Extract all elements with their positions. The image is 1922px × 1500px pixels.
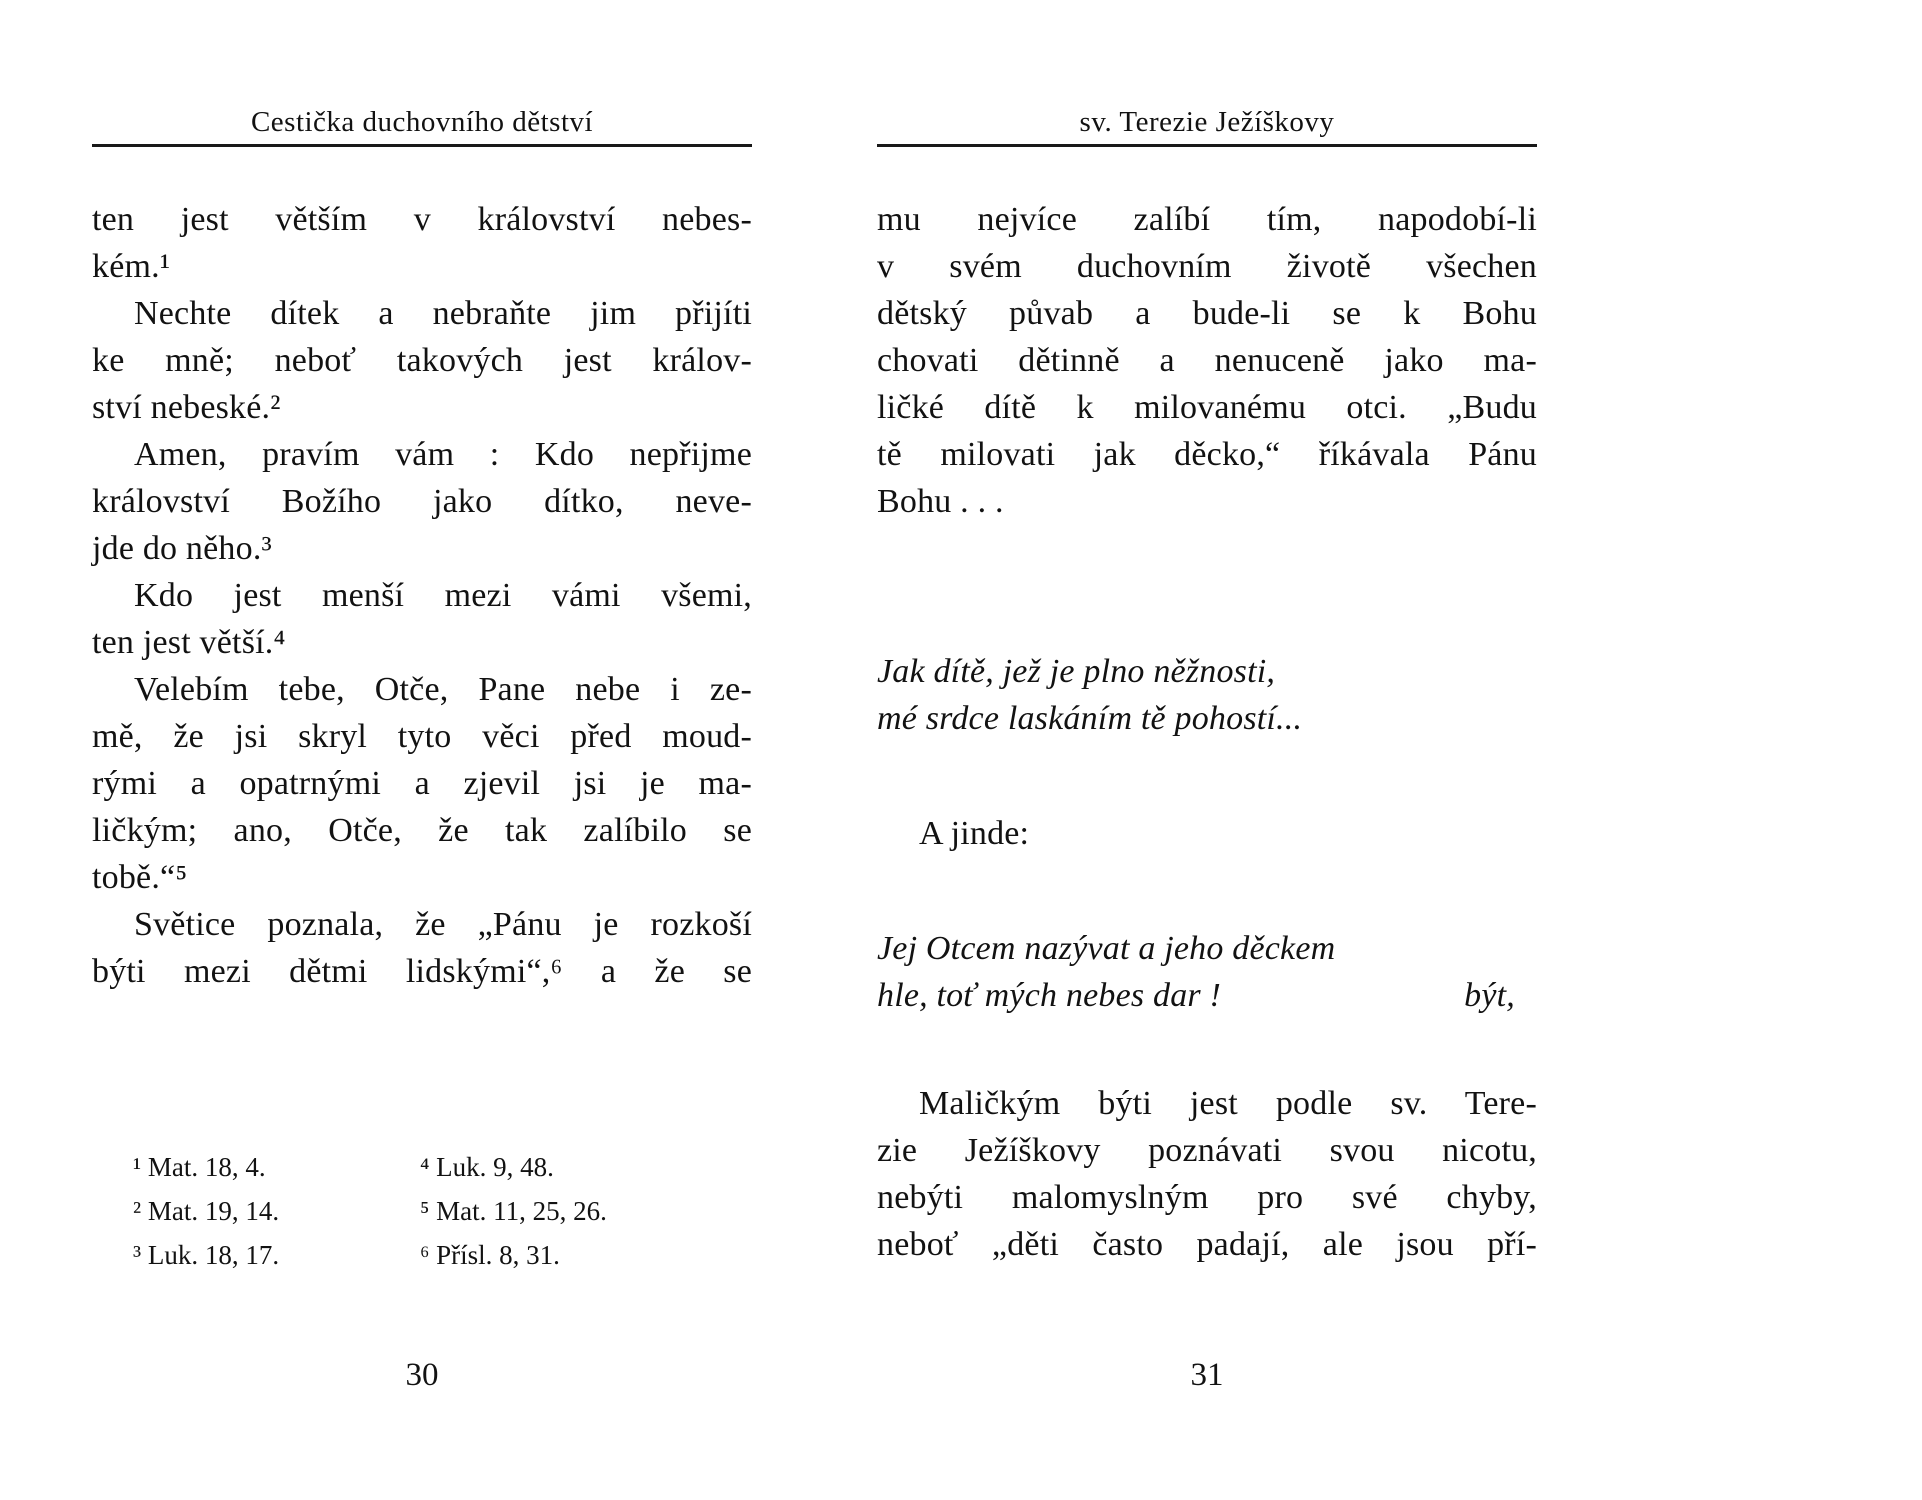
- text-line: dětský půvab a bude-li se k Bohu: [877, 295, 1537, 332]
- text-line: ství nebeské.²: [92, 389, 281, 426]
- text-line: Kdo jest menší mezi vámi všemi,: [134, 577, 752, 614]
- text-line: mě, že jsi skryl tyto věci před moud-: [92, 718, 752, 755]
- footnotes: [92, 1145, 607, 1277]
- footnote-column: [420, 1145, 607, 1277]
- text-line: A jinde:: [919, 815, 1030, 852]
- text-line: kém.¹: [92, 248, 171, 285]
- footnote: ⁵ Mat. 11, 25, 26.: [420, 1196, 607, 1226]
- text-line: Velebím tebe, Otče, Pane nebe i ze-: [134, 671, 752, 708]
- text-line: tě milovati jak děcko,“ říkávala Pánu: [877, 436, 1537, 473]
- verse-line: [877, 972, 1537, 1019]
- page-right: [877, 100, 1537, 1500]
- text-line: zie Ježíškovy poznávati svou nicotu,: [877, 1132, 1537, 1169]
- text-line: království Božího jako dítko, neve-: [92, 483, 752, 520]
- text-line: chovati dětinně a nenuceně jako ma-: [877, 342, 1537, 379]
- text-line: Amen, pravím vám : Kdo nepřijme: [134, 436, 752, 473]
- text-line: ličkým; ano, Otče, že tak zalíbilo se: [92, 812, 752, 849]
- text-line: Nechte dítek a nebraňte jim přijíti: [134, 295, 752, 332]
- text-line: ličké dítě k milovanému otci. „Budu: [877, 389, 1537, 426]
- footnote: ⁶ Přísl. 8, 31.: [420, 1240, 560, 1270]
- page-number: 31: [1190, 1357, 1224, 1393]
- header-rule: [92, 144, 752, 147]
- footnote-column: [133, 1145, 420, 1277]
- running-header: sv. Terezie Ježíškovy: [1079, 106, 1335, 138]
- page-body: [877, 196, 1537, 1268]
- footnote: ¹ Mat. 18, 4.: [133, 1152, 266, 1182]
- header-rule: [877, 144, 1537, 147]
- verse-line: Jak dítě, jež je plno něžnosti,: [877, 653, 1276, 690]
- footnote: ⁴ Luk. 9, 48.: [420, 1152, 554, 1182]
- page-body: [92, 196, 752, 995]
- verse-hanging-word: být,: [1464, 977, 1515, 1014]
- text-line: neboť „děti často padají, ale jsou pří-: [877, 1226, 1537, 1263]
- page-left: [92, 100, 752, 1500]
- running-header: Cestička duchovního dětství: [250, 106, 594, 138]
- text-line: tobě.“⁵: [92, 859, 188, 896]
- verse-line: mé srdce laskáním tě pohostí...: [877, 700, 1303, 737]
- text-line: mu nejvíce zalíbí tím, napodobí-li: [877, 201, 1537, 238]
- verse-text: hle, toť mých nebes dar !: [877, 977, 1222, 1014]
- text-line: Maličkým býti jest podle sv. Tere-: [919, 1085, 1537, 1122]
- text-line: Bohu . . .: [877, 483, 1004, 520]
- page-number: 30: [405, 1357, 439, 1393]
- text-line: ten jest větším v království nebes-: [92, 201, 752, 238]
- text-line: v svém duchovním životě všechen: [877, 248, 1537, 285]
- verse-line: Jej Otcem nazývat a jeho děckem: [877, 930, 1336, 967]
- text-line: ke mně; neboť takových jest králov-: [92, 342, 752, 379]
- text-line: býti mezi dětmi lidskými“,⁶ a že se: [92, 953, 752, 990]
- text-line: rými a opatrnými a zjevil jsi je ma-: [92, 765, 752, 802]
- footnote: ² Mat. 19, 14.: [133, 1196, 280, 1226]
- text-line: Světice poznala, že „Pánu je rozkoší: [134, 906, 752, 943]
- text-line: jde do něho.³: [92, 530, 272, 567]
- text-line: ten jest větší.⁴: [92, 624, 286, 661]
- footnote: ³ Luk. 18, 17.: [133, 1240, 280, 1270]
- text-line: nebýti malomyslným pro své chyby,: [877, 1179, 1537, 1216]
